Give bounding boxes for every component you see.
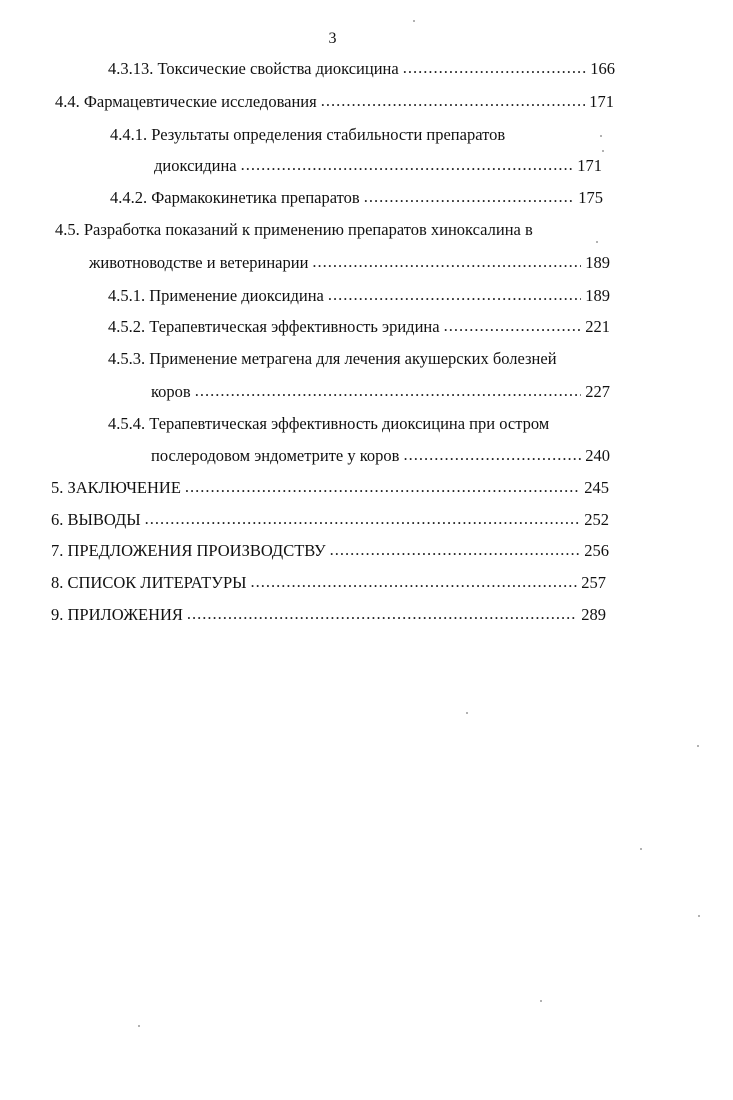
toc-entry-text: 4.3.13. Токсические свойства диоксицина	[108, 59, 399, 78]
toc-entry-page: 189	[585, 253, 610, 272]
toc-dot-leader	[195, 380, 582, 402]
toc-entry-4-5-line1: 4.5. Разработка показаний к применению препаратов хиноксалина в	[55, 220, 533, 239]
toc-entry-page: 166	[590, 59, 615, 78]
toc-entry-page: 257	[581, 573, 606, 592]
toc-dot-leader	[444, 315, 582, 337]
toc-entry-text: 9. ПРИЛОЖЕНИЯ	[51, 605, 183, 624]
toc-entry-page: 189	[585, 286, 610, 305]
toc-dot-leader	[403, 57, 587, 79]
toc-entry-page: 175	[578, 188, 603, 207]
toc-entry-text: 4.5.1. Применение диоксидина	[108, 286, 324, 305]
scan-speck	[596, 241, 598, 243]
toc-entry-7	[51, 540, 609, 562]
toc-entry-page: 245	[584, 478, 609, 497]
scan-speck	[697, 745, 699, 747]
scan-speck	[466, 712, 468, 714]
toc-dot-leader	[403, 444, 581, 466]
toc-entry-8	[51, 572, 606, 594]
toc-dot-leader	[185, 476, 580, 498]
toc-entry-4-4-1	[154, 155, 602, 177]
toc-entry-page: 227	[585, 382, 610, 401]
toc-entry-4-3-13	[108, 58, 615, 80]
page-number: 3	[328, 30, 337, 47]
toc-entry-page: 171	[589, 92, 614, 111]
toc-entry-4-5-1	[108, 285, 610, 307]
toc-dot-leader	[364, 186, 575, 208]
toc-entry-text: диоксидина	[154, 156, 237, 175]
toc-dot-leader	[321, 90, 586, 112]
toc-dot-leader	[328, 284, 581, 306]
scan-speck	[540, 1000, 542, 1002]
toc-entry-page: 221	[585, 317, 610, 336]
toc-dot-leader	[187, 603, 577, 625]
toc-entry-4-5-2	[108, 316, 610, 338]
toc-dot-leader	[241, 154, 574, 176]
toc-dot-leader	[312, 251, 581, 273]
toc-entry-4-5-3	[151, 381, 610, 403]
toc-dot-leader	[330, 539, 581, 561]
toc-dot-leader	[251, 571, 578, 593]
toc-dot-leader	[145, 508, 581, 530]
toc-entry-text: 8. СПИСОК ЛИТЕРАТУРЫ	[51, 573, 247, 592]
toc-entry-text: животноводстве и ветеринарии	[89, 253, 309, 272]
toc-entry-4-4	[55, 91, 614, 113]
toc-entry-5	[51, 477, 609, 499]
toc-entry-4-4-2	[110, 187, 603, 209]
scan-speck	[600, 135, 602, 137]
toc-entry-4-5-4-line1: 4.5.4. Терапевтическая эффективность диоксицина при остром	[108, 414, 550, 433]
scan-speck	[698, 915, 700, 917]
scan-speck	[413, 20, 415, 22]
toc-entry-text: 4.5.2. Терапевтическая эффективность эридина	[108, 317, 440, 336]
toc-entry-text: 4.4.2. Фармакокинетика препаратов	[110, 188, 360, 207]
toc-entry-4-5	[89, 252, 610, 274]
toc-entry-page: 240	[585, 446, 610, 465]
toc-entry-4-5-4	[151, 445, 610, 467]
toc-entry-page: 252	[584, 510, 609, 529]
scan-speck	[602, 150, 604, 152]
toc-entry-text: послеродовом эндометрите у коров	[151, 446, 400, 465]
toc-entry-text: коров	[151, 382, 191, 401]
toc-entry-4-4-1-line1: 4.4.1. Результаты определения стабильности препаратов	[110, 125, 506, 144]
scan-speck	[640, 848, 642, 850]
scan-speck	[138, 1025, 140, 1027]
toc-entry-page: 171	[577, 156, 602, 175]
toc-entry-page: 256	[584, 541, 609, 560]
toc-entry-4-5-3-line1: 4.5.3. Применение метрагена для лечения акушерских болезней	[108, 349, 557, 368]
toc-entry-page: 289	[581, 605, 606, 624]
toc-entry-6	[51, 509, 609, 531]
toc-entry-text: 7. ПРЕДЛОЖЕНИЯ ПРОИЗВОДСТВУ	[51, 541, 326, 560]
toc-entry-text: 5. ЗАКЛЮЧЕНИЕ	[51, 478, 181, 497]
toc-entry-9	[51, 604, 606, 626]
toc-entry-text: 6. ВЫВОДЫ	[51, 510, 141, 529]
toc-entry-text: 4.4. Фармацевтические исследования	[55, 92, 317, 111]
